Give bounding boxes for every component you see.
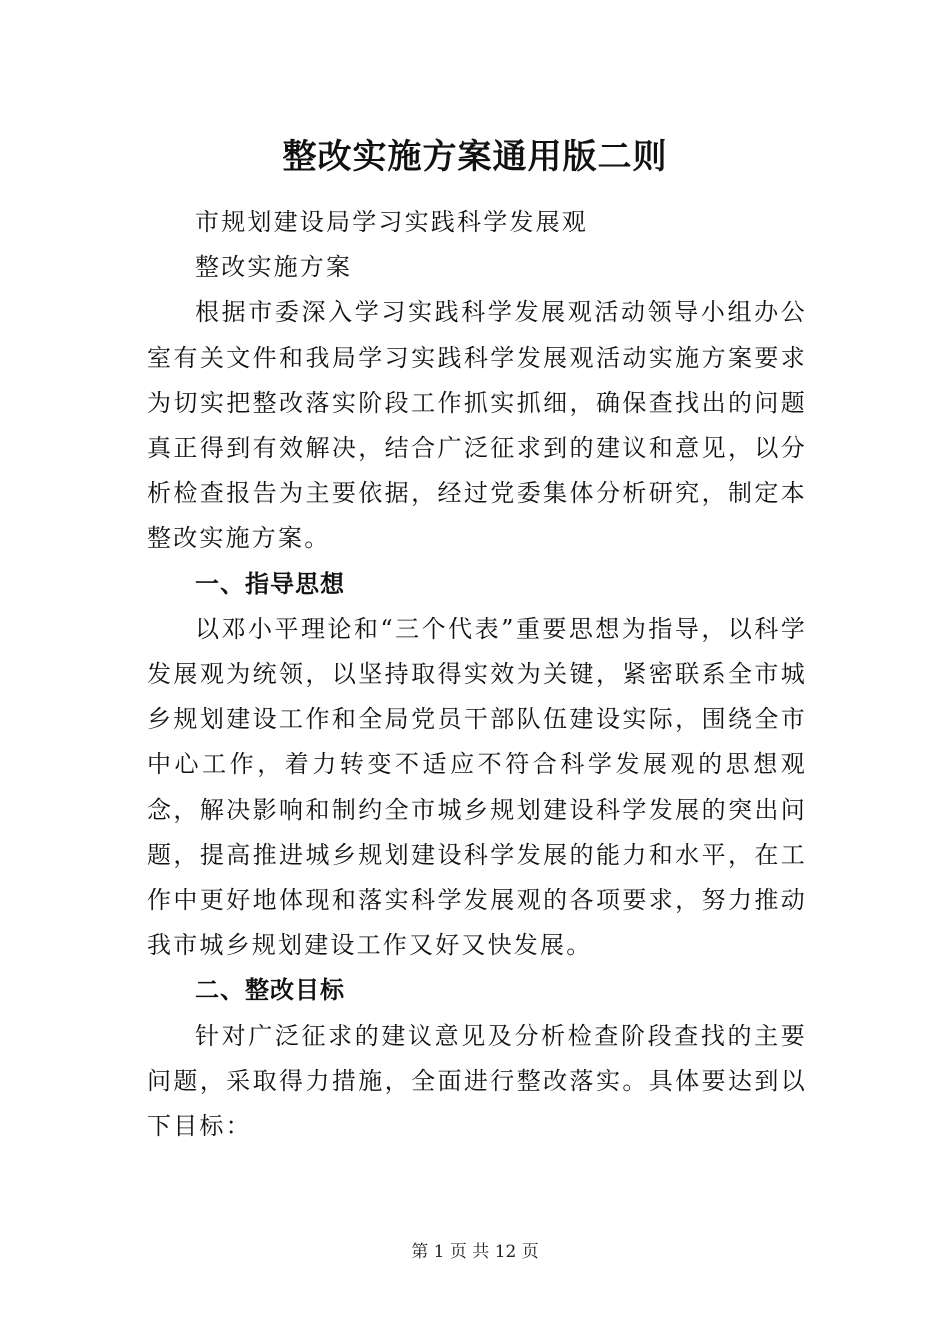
guiding-ideology-paragraph: 以邓小平理论和“三个代表”重要思想为指导，以科学发展观为统领，以坚持取得实效为关键，紧密联系全市城乡规划建设工作和全局党员干部队伍建设实际，围绕全市中心工作，着力转变不适应不符合科学发展观的思想观念，解决影响和制约全市城乡规划建设科学发展的突出问题，提高推进城乡规划建设科学发展的能力和水平，在工作中更好地体现和落实科学发展观的各项要求，努力推动我市城乡规划建设工作又好又快发展。 (147, 614, 807, 960)
rectification-goals-paragraph: 针对广泛征求的建议意见及分析检查阶段查找的主要问题，采取得力措施，全面进行整改落实。具体要达到以下目标： (147, 1021, 807, 1141)
intro-paragraph: 根据市委深入学习实践科学发展观活动领导小组办公室有关文件和我局学习实践科学发展观活动实施方案要求为切实把整改落实阶段工作抓实抓细，确保查找出的问题真正得到有效解决，结合广泛征求到的建议和意见，以分析检查报告为主要依据，经过党委集体分析研究，制定本整改实施方案。 (147, 298, 807, 553)
page-number-footer: 第 1 页 共 12 页 (411, 1242, 539, 1262)
section-heading-rectification-goals: 二、整改目标 (195, 976, 345, 1005)
subtitle-line-2: 整改实施方案 (195, 253, 353, 282)
document-title: 整改实施方案通用版二则 (282, 137, 668, 177)
section-heading-guiding-ideology: 一、指导思想 (195, 569, 345, 598)
document-body (147, 200, 807, 1149)
subtitle-line-1: 市规划建设局学习实践科学发展观 (195, 208, 588, 236)
